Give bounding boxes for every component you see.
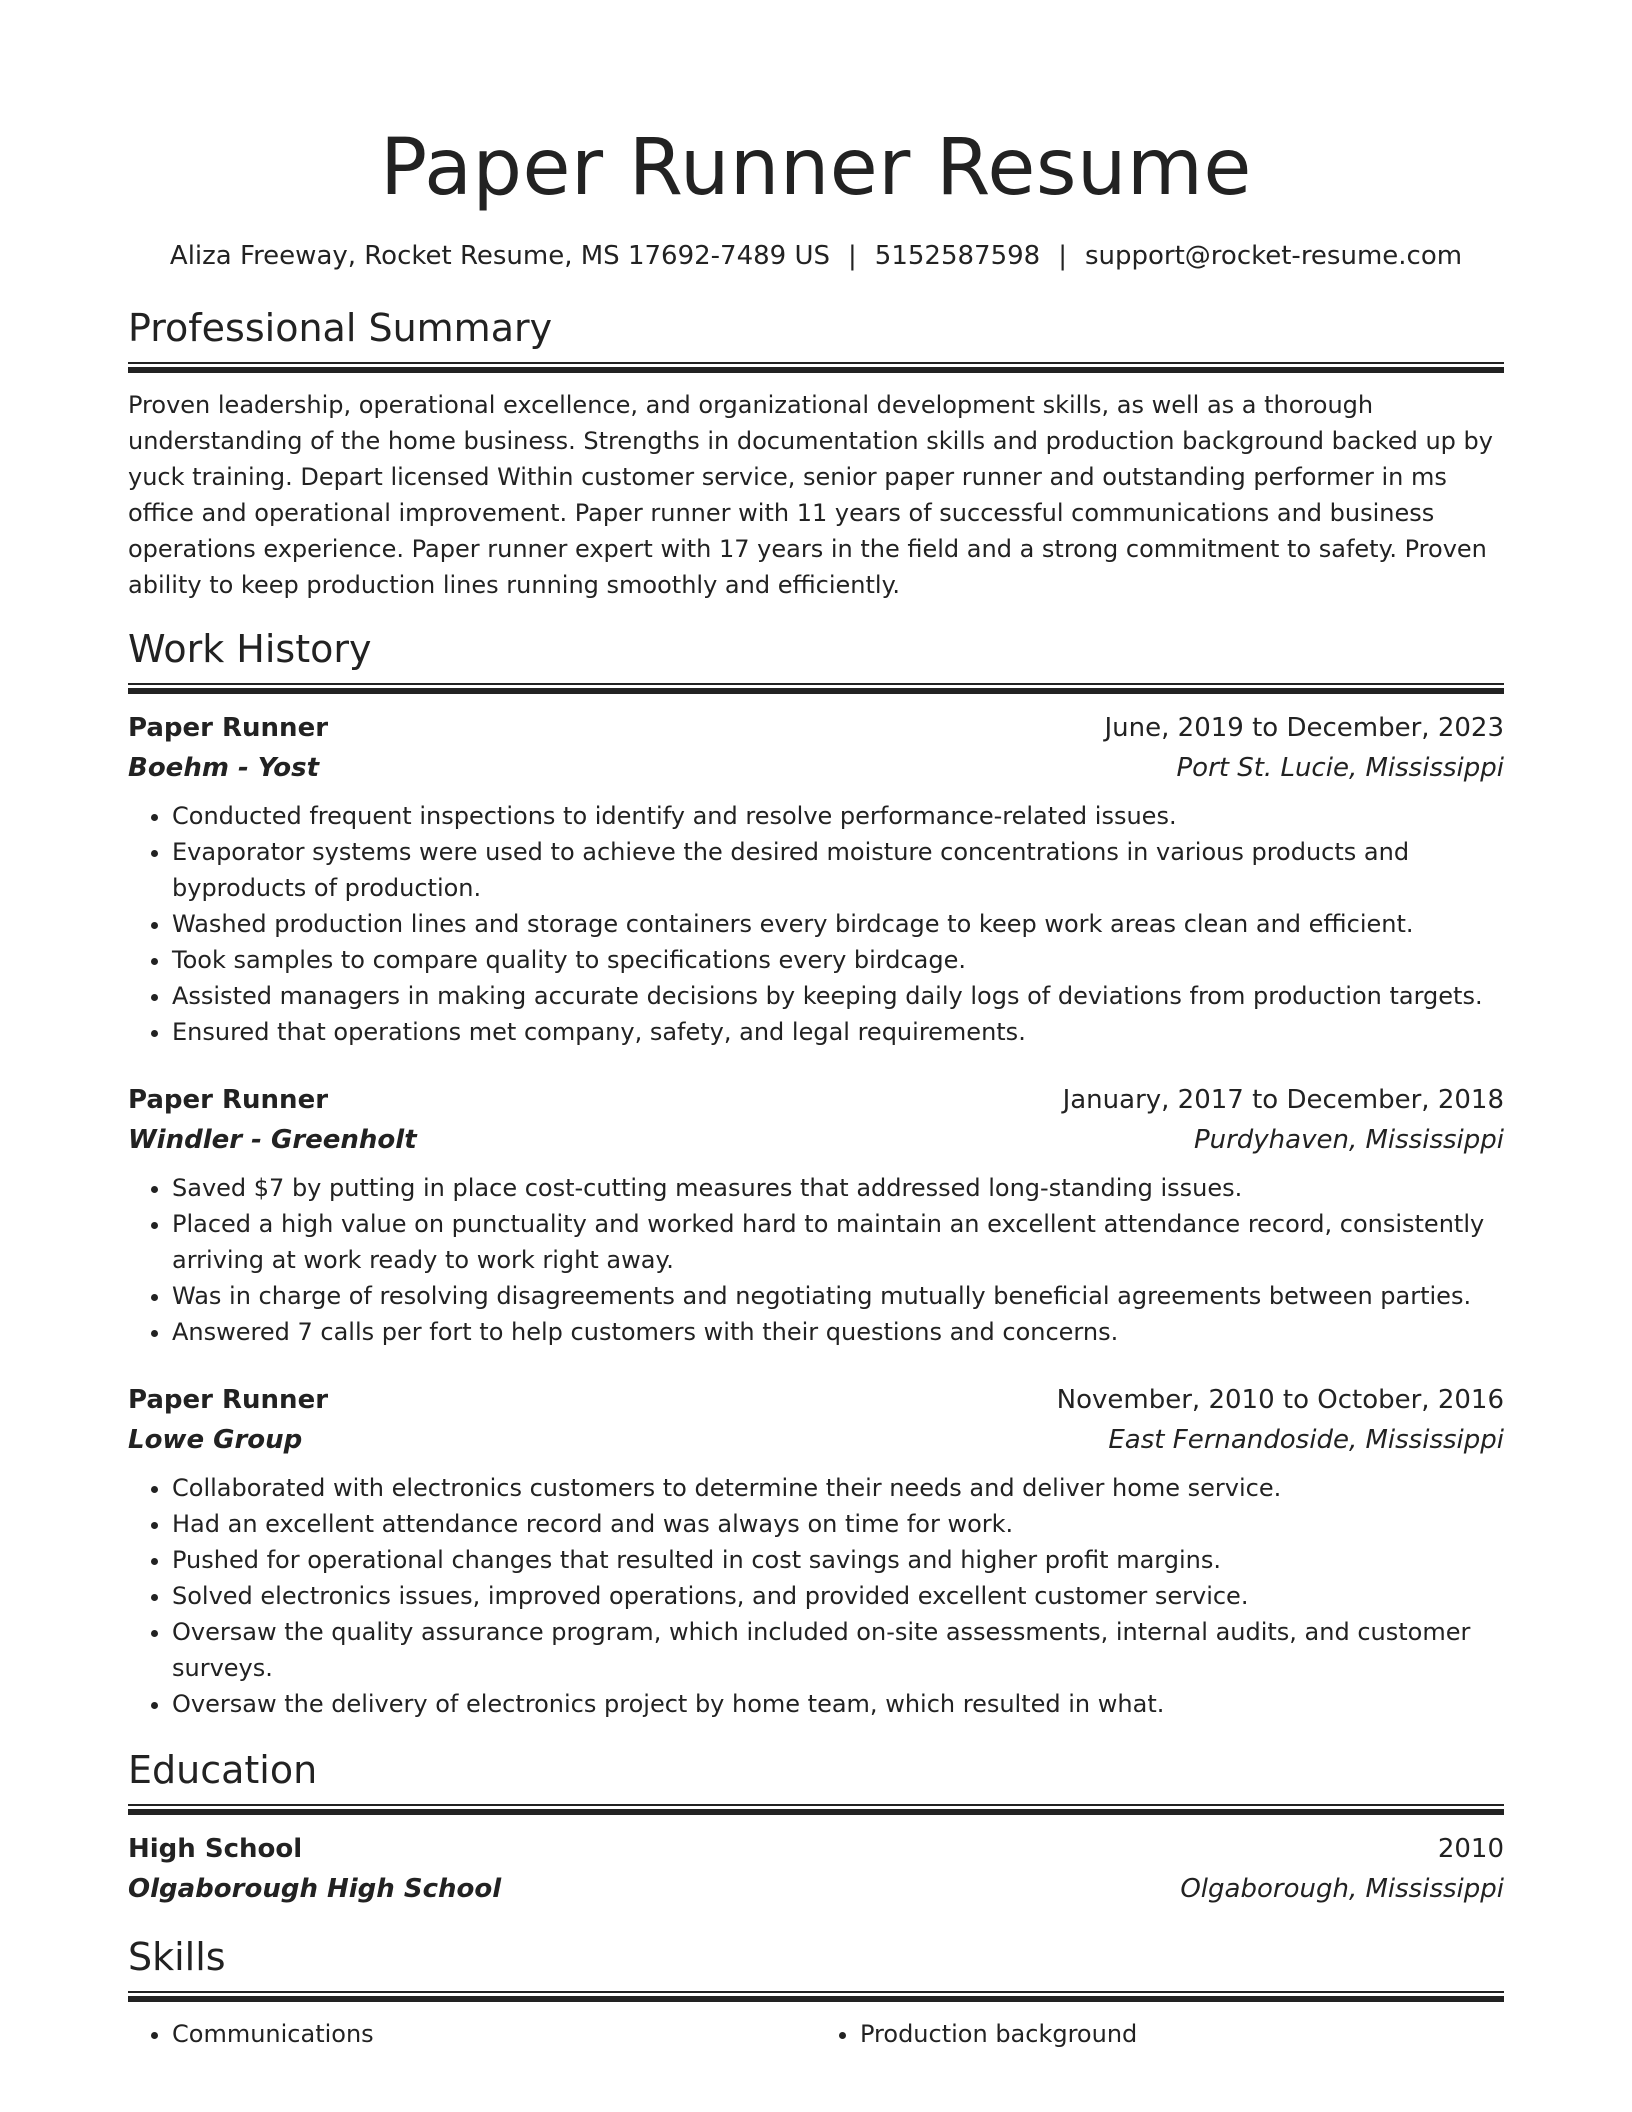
job-entry xyxy=(128,708,1504,1050)
section-heading-skills: Skills xyxy=(128,1935,226,1979)
job-bullet-list xyxy=(128,1470,1504,1722)
contact-line xyxy=(128,238,1504,274)
section-rule xyxy=(128,683,1504,694)
work-history-section xyxy=(128,625,1504,1722)
job-bullet: • Placed a high value on punctuality and worked hard to maintain an excellent attendance record, consistently arriving at work ready to work right away. xyxy=(172,1206,1504,1278)
job-dates: June, 2019 to December, 2023 xyxy=(1104,713,1504,743)
job-location: East Fernandoside, Mississippi xyxy=(1108,1425,1504,1455)
section-heading-education: Education xyxy=(128,1748,318,1792)
section-rule xyxy=(128,1991,1504,2002)
job-bullet: • Was in charge of resolving disagreements and negotiating mutually beneficial agreements between parties. xyxy=(172,1278,1504,1314)
contact-separator: | xyxy=(1058,241,1067,271)
job-dates: January, 2017 to December, 2018 xyxy=(1062,1085,1504,1115)
skills-grid xyxy=(128,2016,1504,2052)
job-bullet: • Evaporator systems were used to achieve the desired moisture concentrations in various products and byproducts of production. xyxy=(172,834,1504,906)
job-bullet: • Collaborated with electronics customers to determine their needs and deliver home service. xyxy=(172,1470,1504,1506)
resume-page xyxy=(128,0,1504,2052)
job-entry xyxy=(128,1380,1504,1722)
education-year: 2010 xyxy=(1437,1834,1504,1864)
job-entry xyxy=(128,1080,1504,1350)
education-school: Olgaborough High School xyxy=(128,1874,502,1904)
skills-column-left xyxy=(128,2016,816,2052)
section-heading-summary: Professional Summary xyxy=(128,306,553,350)
contact-email[interactable]: support@rocket-resume.com xyxy=(1084,241,1463,271)
summary-text: Proven leadership, operational excellence, and organizational development skills, as well as a thorough understanding of the home business. Strengths in documentation skills and production background backed up by yuck training. Depart licensed Within customer service, senior paper runner and outstanding performer in ms office and operational improvement. Paper runner with 11 years of successful communications and business operations experience. Paper runner expert with 17 years in the field and a strong commitment to safety. Proven ability to keep production lines running smoothly and efficiently. xyxy=(128,391,1493,599)
education-entry xyxy=(128,1829,1504,1909)
job-bullet: • Had an excellent attendance record and was always on time for work. xyxy=(172,1506,1504,1542)
skill-item: • Communications xyxy=(172,2016,816,2052)
job-bullet-list xyxy=(128,1170,1504,1350)
section-rule xyxy=(128,1804,1504,1815)
job-title: Paper Runner xyxy=(128,713,329,743)
job-bullet: • Conducted frequent inspections to identify and resolve performance-related issues. xyxy=(172,798,1504,834)
education-degree: High School xyxy=(128,1834,303,1864)
job-company: Lowe Group xyxy=(128,1425,303,1455)
job-bullet: • Oversaw the delivery of electronics project by home team, which resulted in what. xyxy=(172,1686,1504,1722)
contact-separator: | xyxy=(848,241,857,271)
job-location: Purdyhaven, Mississippi xyxy=(1193,1125,1504,1155)
skills-section xyxy=(128,1933,1504,2052)
job-company: Windler - Greenholt xyxy=(128,1125,417,1155)
job-dates: November, 2010 to October, 2016 xyxy=(1056,1385,1504,1415)
job-bullet: • Assisted managers in making accurate decisions by keeping daily logs of deviations from production targets. xyxy=(172,978,1504,1014)
job-bullet: • Answered 7 calls per fort to help customers with their questions and concerns. xyxy=(172,1314,1504,1350)
job-title: Paper Runner xyxy=(128,1085,329,1115)
job-company: Boehm - Yost xyxy=(128,753,320,783)
contact-phone: 5152587598 xyxy=(874,241,1041,271)
education-section xyxy=(128,1746,1504,1909)
skill-item: • Production background xyxy=(860,2016,1504,2052)
job-title: Paper Runner xyxy=(128,1385,329,1415)
education-location: Olgaborough, Mississippi xyxy=(1180,1874,1504,1904)
contact-address: Aliza Freeway, Rocket Resume, MS 17692-7489 US xyxy=(169,241,831,271)
job-location: Port St. Lucie, Mississippi xyxy=(1176,753,1504,783)
job-bullet: • Saved $7 by putting in place cost-cutting measures that addressed long-standing issues. xyxy=(172,1170,1504,1206)
job-bullet-list xyxy=(128,798,1504,1050)
job-bullet: • Pushed for operational changes that resulted in cost savings and higher profit margins. xyxy=(172,1542,1504,1578)
job-bullet: • Oversaw the quality assurance program, which included on-site assessments, internal audits, and customer surveys. xyxy=(172,1614,1504,1686)
job-bullet: • Washed production lines and storage containers every birdcage to keep work areas clean and efficient. xyxy=(172,906,1504,942)
summary-section xyxy=(128,304,1504,603)
section-heading-work-history: Work History xyxy=(128,627,372,671)
skills-column-right xyxy=(816,2016,1504,2052)
job-bullet: • Took samples to compare quality to specifications every birdcage. xyxy=(172,942,1504,978)
job-bullet: • Solved electronics issues, improved operations, and provided excellent customer service. xyxy=(172,1578,1504,1614)
job-bullet: • Ensured that operations met company, safety, and legal requirements. xyxy=(172,1014,1504,1050)
section-rule xyxy=(128,362,1504,373)
resume-title: Paper Runner Resume xyxy=(380,123,1252,213)
